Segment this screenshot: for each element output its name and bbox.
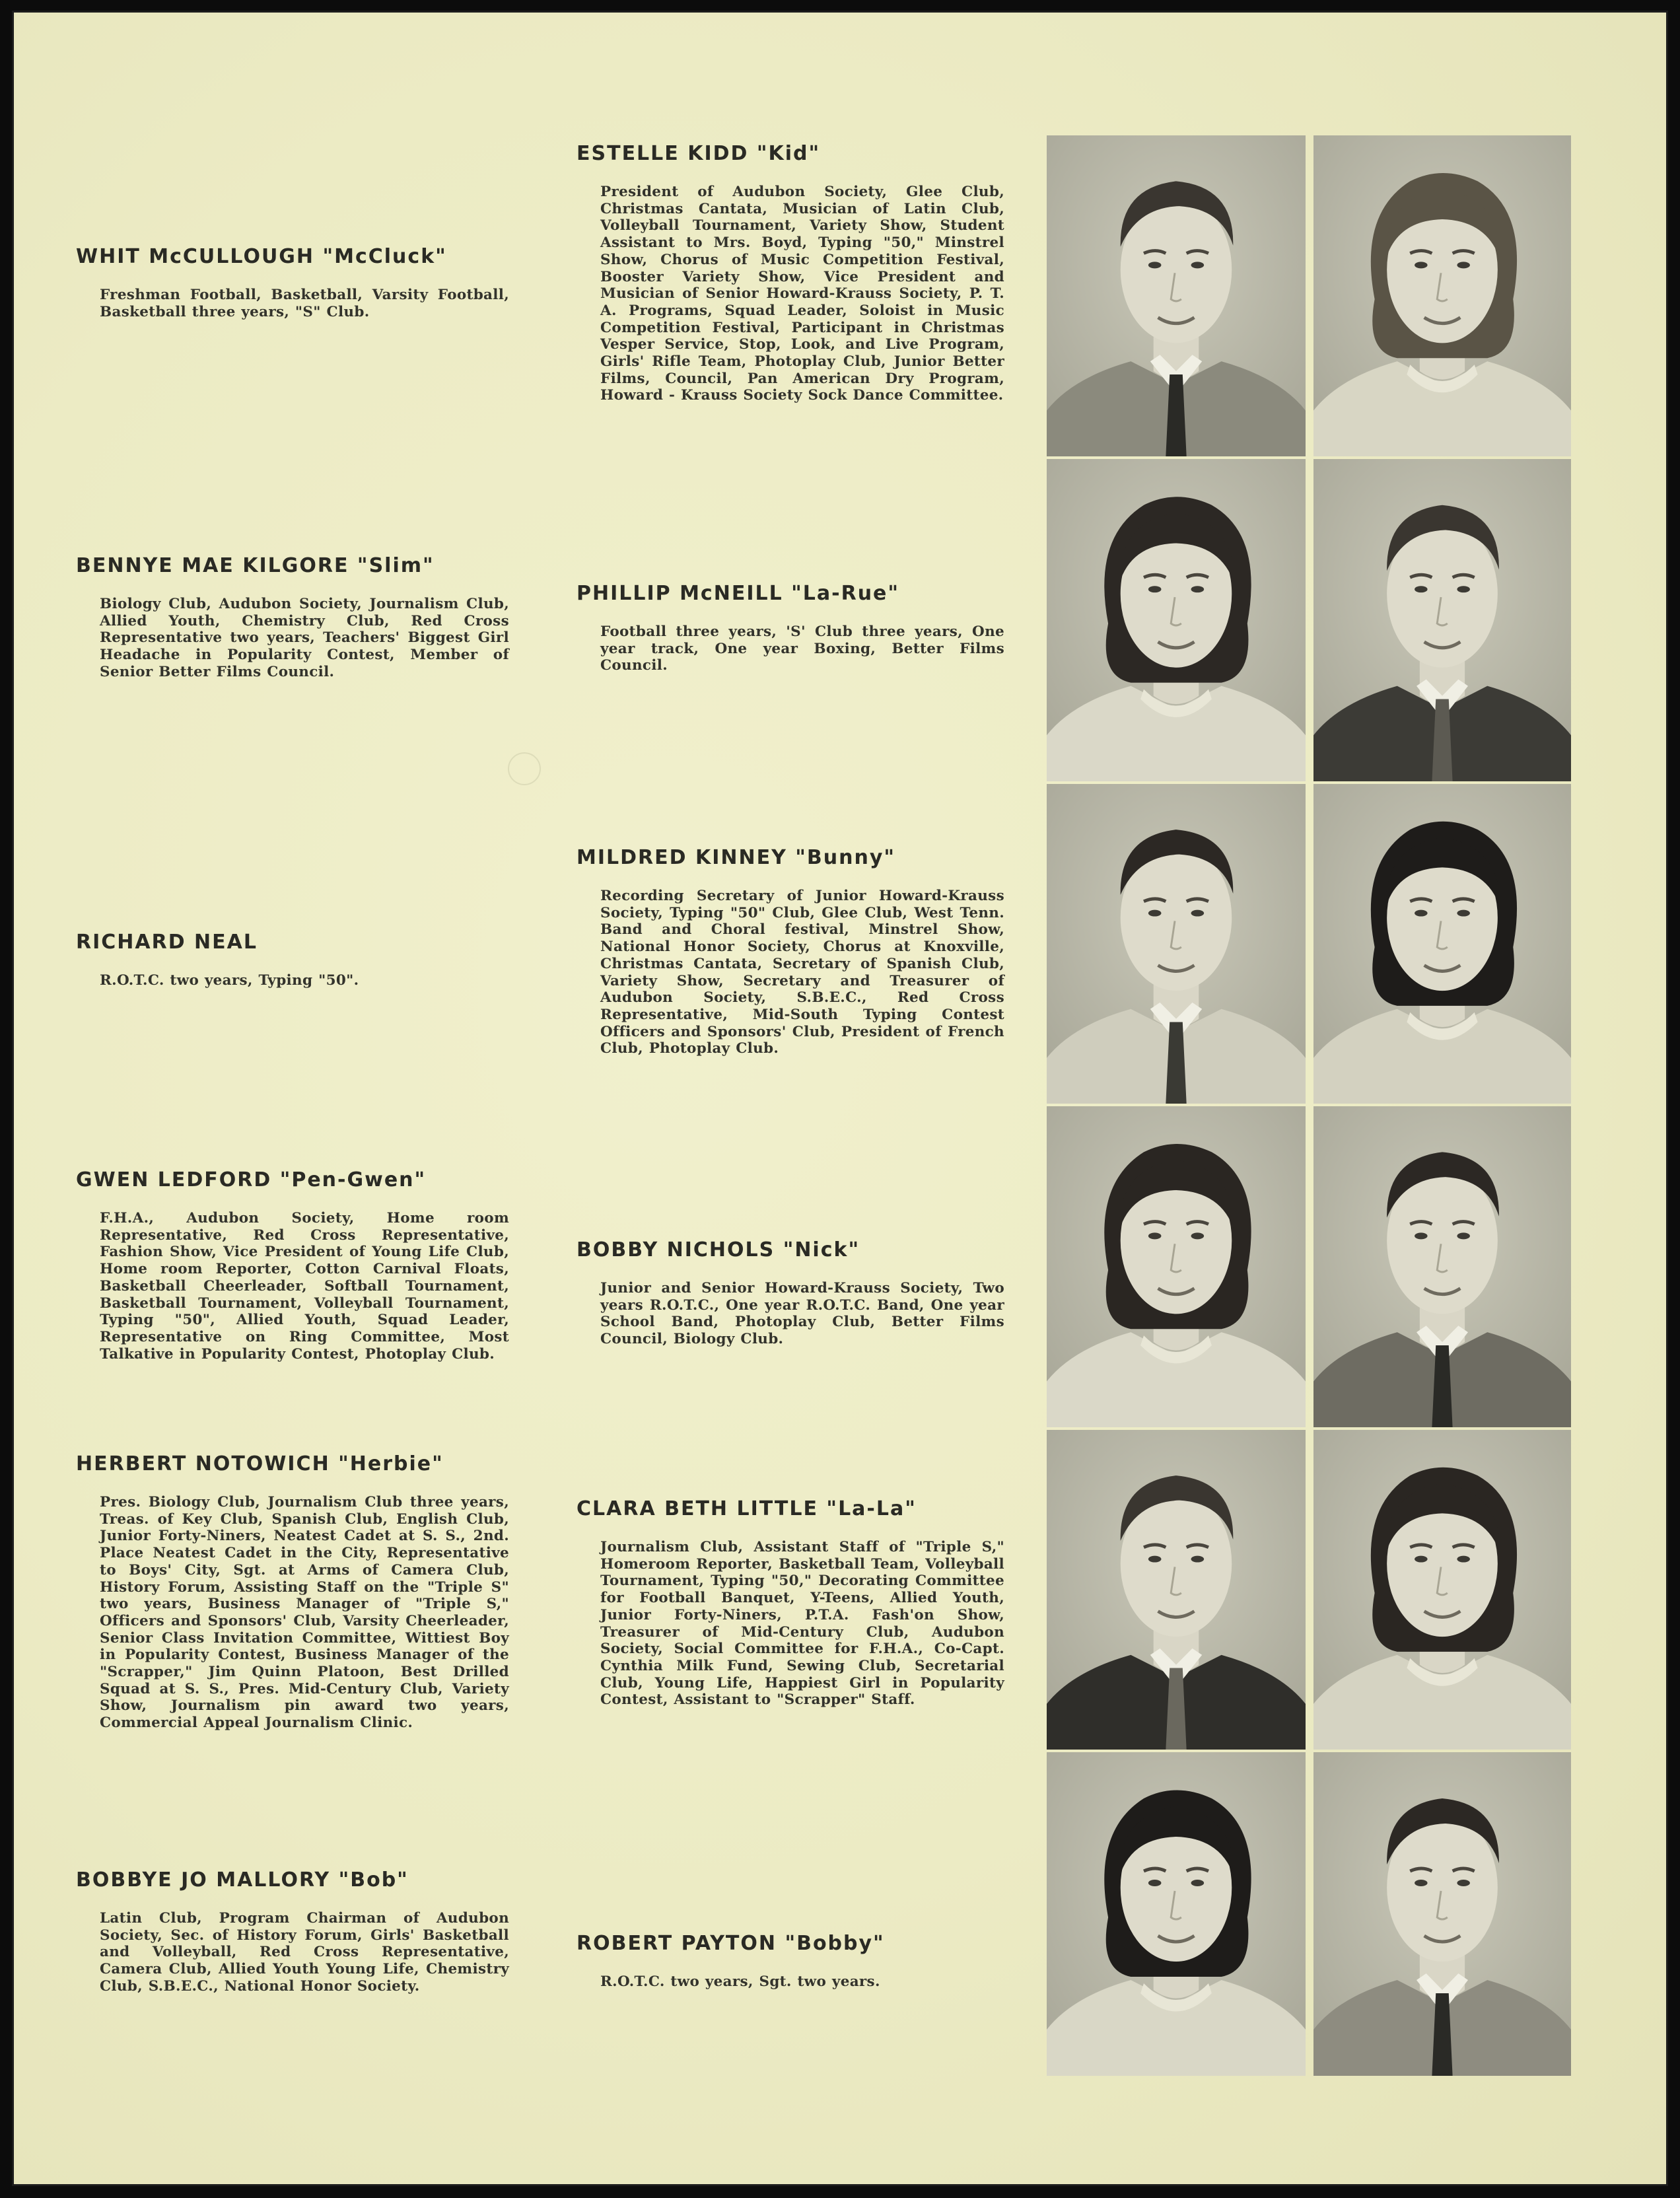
senior-name: BENNYE MAE KILGORE "Slim" [76,554,435,577]
senior-name: BOBBY NICHOLS "Nick" [577,1238,860,1261]
senior-activities: Freshman Football, Basketball, Varsity Football, Basketball three years, "S" Club. [100,287,509,320]
senior-entry [76,1452,509,1732]
senior-portrait-photo [1313,1106,1571,1427]
senior-entry [76,1868,509,1995]
senior-name: PHILLIP McNEILL "La-Rue" [577,582,900,605]
senior-portrait-photo [1047,1430,1306,1750]
senior-entry [577,1238,1004,1348]
senior-name: CLARA BETH LITTLE "La-La" [577,1497,917,1520]
senior-portrait-photo [1313,459,1571,781]
senior-portrait-photo [1313,1430,1571,1750]
senior-name: RICHARD NEAL [76,931,258,954]
senior-activities: President of Audubon Society, Glee Club, Christmas Cantata, Musician of Latin Club, Volleyball Tournament, Variety Show, Student Assistant to Mrs. Boyd, Typing "50," Minstrel Show, Chorus of Music Competition Festival, Booster Variety Show, Vice President and Musician of Senior Howard-Krauss Society, P. T. A. Programs, Squad Leader, Soloist in Music Competition Festival, Participant in Christmas Vesper Service, Stop, Look, and Live Program, Girls' Rifle Team, Photoplay Club, Junior Better Films, Council, Pan American Dry Program, Howard - Krauss Society Sock Dance Committee. [600,184,1004,404]
senior-activities: F.H.A., Audubon Society, Home room Representative, Red Cross Representative, Fashion Show, Vice President of Young Life Club, Home room Reporter, Cotton Carnival Floats, Basketball Cheerleader, Softball Tournament, Basketball Tournament, Volleyball Tournament, Typing "50", Allied Youth, Squad Leader, Representative on Ring Committee, Most Talkative in Popularity Contest, Photoplay Club. [100,1210,509,1363]
senior-portrait-photo [1313,1752,1571,2076]
senior-activities: Junior and Senior Howard-Krauss Society, Two years R.O.T.C., One year R.O.T.C. Band, One year School Band, Photoplay Club, Better Films Council, Biology Club. [600,1280,1004,1348]
senior-name: BOBBYE JO MALLORY "Bob" [76,1868,409,1892]
senior-entry [577,1497,1004,1709]
senior-entry [76,245,509,320]
senior-portrait-photo [1047,1106,1306,1427]
senior-portrait-photo [1047,784,1306,1104]
senior-name: MILDRED KINNEY "Bunny" [577,846,896,869]
senior-entry [577,582,1004,674]
senior-name: HERBERT NOTOWICH "Herbie" [76,1452,444,1475]
senior-name: ROBERT PAYTON "Bobby" [577,1932,885,1955]
senior-activities: Biology Club, Audubon Society, Journalism Club, Allied Youth, Chemistry Club, Red Cross Representative two years, Teachers' Biggest Girl Headache in Popularity Contest, Member of Senior Better Films Council. [100,596,509,680]
senior-entry [577,846,1004,1057]
senior-entry [76,1168,509,1363]
senior-activities: Recording Secretary of Junior Howard-Krauss Society, Typing "50" Club, Glee Club, West Tenn. Band and Choral festival, Minstrel Show, National Honor Society, Chorus at Knoxville, Christmas Cantata, Secretary of Spanish Club, Variety Show, Secretary and Treasurer of Audubon Society, S.B.E.C., Red Cross Representative, Mid-South Typing Contest Officers and Sponsors' Club, President of French Club, Photoplay Club. [600,888,1004,1057]
senior-entry [577,1932,1004,1991]
senior-activities: R.O.T.C. two years, Sgt. two years. [600,1973,880,1990]
senior-activities: Latin Club, Program Chairman of Audubon Society, Sec. of History Forum, Girls' Basketball and Volleyball, Red Cross Representative, Camera Club, Allied Youth Young Life, Chemistry Club, S.B.E.C., National Honor Society. [100,1910,509,1995]
senior-name: ESTELLE KIDD "Kid" [577,142,821,165]
senior-activities: Football three years, 'S' Club three years, One year track, One year Boxing, Better Films Council. [600,623,1004,674]
senior-entry [76,931,509,989]
senior-activities: Pres. Biology Club, Journalism Club three years, Treas. of Key Club, Spanish Club, English Club, Junior Forty-Niners, Neatest Cadet at S. S., 2nd. Place Neatest Cadet in the City, Representative to Boys' City, Sgt. at Arms of Camera Club, History Forum, Assisting Staff on the "Triple S" two years, Business Manager of "Triple S," Officers and Sponsors' Club, Varsity Cheerleader, Senior Class Invitation Committee, Wittiest Boy in Popularity Contest, Business Manager of the "Scrapper," Jim Quinn Platoon, Best Drilled Squad at S. S., Pres. Mid-Century Club, Variety Show, Journalism pin award two years, Commercial Appeal Journalism Clinic. [100,1494,509,1732]
senior-portrait-photo [1313,135,1571,456]
faint-paper-mark [508,752,541,785]
senior-portrait-photo [1047,459,1306,781]
senior-activities: R.O.T.C. two years, Typing "50". [100,972,359,989]
senior-name: WHIT McCULLOUGH "McCluck" [76,245,447,268]
senior-entry [577,142,1004,404]
senior-portrait-photo [1047,135,1306,456]
yearbook-page [12,11,1668,2186]
senior-entry [76,554,509,681]
senior-name: GWEN LEDFORD "Pen-Gwen" [76,1168,427,1191]
senior-activities: Journalism Club, Assistant Staff of "Triple S," Homeroom Reporter, Basketball Team, Volleyball Tournament, Typing "50," Decorating Committee for Football Banquet, Y-Teens, Allied Youth, Junior Forty-Niners, P.T.A. Fash'on Show, Treasurer of Mid-Century Club, Audubon Society, Social Committee for F.H.A., Co-Capt. Cynthia Milk Fund, Sewing Club, Secretarial Club, Young Life, Happiest Girl in Popularity Contest, Assistant to "Scrapper" Staff. [600,1539,1004,1709]
senior-portrait-photo [1047,1752,1306,2076]
senior-portrait-photo [1313,784,1571,1104]
